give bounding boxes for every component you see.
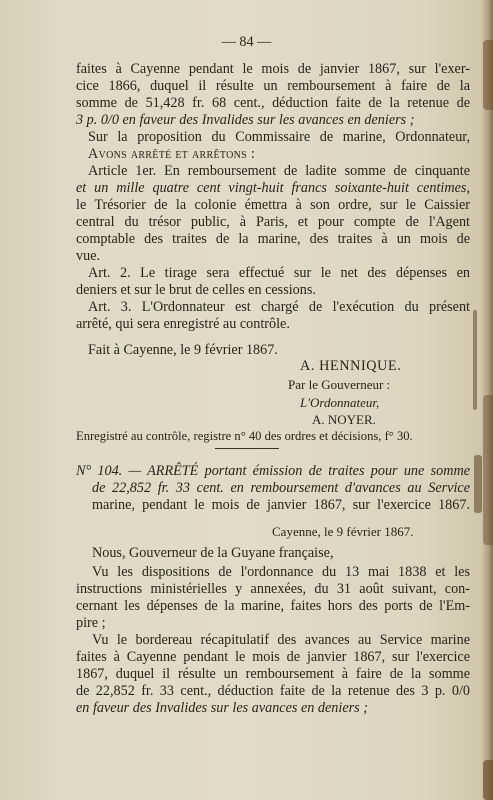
signature-noyer: A. NOYER. bbox=[312, 412, 376, 427]
text-line: instructions ministérielles y annexées, du 31 août suivant, con- bbox=[76, 581, 470, 597]
paper-damage bbox=[483, 760, 493, 800]
text-line: en faveur des Invalides sur les avances en deniers ; bbox=[76, 700, 368, 716]
page-number: — 84 — bbox=[221, 34, 272, 50]
paper-mark bbox=[473, 310, 477, 410]
text-line: faites à Cayenne pendant le mois de janvier 1867, sur l'exer- bbox=[76, 61, 470, 77]
text-line: cernant les dépenses de la marine, faites hors des ports de l'Em- bbox=[76, 598, 470, 614]
paper-mark bbox=[474, 455, 482, 513]
text-line: comptable des traites de la marine, des traites à un mois de bbox=[76, 231, 470, 247]
text-line: somme de 51,428 fr. 68 cent., déduction faite de la retenue de bbox=[76, 95, 470, 111]
text-line: 3 p. 0/0 en faveur des Invalides sur les avances en deniers ; bbox=[76, 112, 415, 128]
decree-title: marine, pendant le mois de janvier 1867, sur l'exercice 1867. bbox=[92, 497, 470, 513]
text-line: central du trésor public, à Paris, et pour compte de l'Agent bbox=[76, 214, 470, 230]
text-line: Article 1er. En remboursement de ladite somme de cinquante bbox=[88, 163, 470, 179]
text-line: de 22,852 fr. 33 cent., déduction faite de la retenue des 3 p. 0/0 bbox=[76, 683, 470, 699]
text-line: vue. bbox=[76, 248, 101, 264]
signature-hennique: A. HENNIQUE. bbox=[300, 358, 402, 374]
text-line: Vu le bordereau récapitulatif des avances au Service marine bbox=[92, 632, 470, 648]
text-line: 1867, duquel il résulte un remboursement à faire de la somme bbox=[76, 666, 470, 682]
text-line: Art. 2. Le tirage sera effectué sur le net des dépenses en bbox=[88, 265, 470, 281]
text-line: Avons arrêté et arrêtons : bbox=[88, 146, 256, 162]
date-line: Cayenne, le 9 février 1867. bbox=[272, 524, 414, 539]
paper-damage bbox=[483, 395, 493, 545]
text-line: le Trésorier de la colonie émettra à son ordre, sur le Caissier bbox=[76, 197, 470, 213]
date-line: Fait à Cayenne, le 9 février 1867. bbox=[88, 342, 278, 358]
par-le-gouverneur: Par le Gouverneur : bbox=[288, 377, 391, 392]
text-line: Art. 3. L'Ordonnateur est chargé de l'exécution du présent bbox=[88, 299, 470, 315]
text-line: pire ; bbox=[76, 615, 106, 631]
text-line: Vu les dispositions de l'ordonnance du 13 mai 1838 et les bbox=[92, 564, 470, 580]
ordonnateur-label: L'Ordonnateur, bbox=[300, 395, 380, 410]
text-line: cice 1866, duquel il résulte un remboursement à faire de la bbox=[76, 78, 470, 94]
text-line: et un mille quatre cent vingt-huit francs soixante-huit centimes, bbox=[76, 180, 470, 196]
text-line: deniers et sur le brut de celles en cessions. bbox=[76, 282, 316, 298]
registration-note: Enregistré au contrôle, registre n° 40 des ordres et décisions, f° 30. bbox=[76, 429, 413, 443]
text-line: Nous, Gouverneur de la Guyane française, bbox=[92, 545, 334, 561]
decree-title: N° 104. — ARRÊTÉ portant émission de traites pour une somme bbox=[76, 463, 470, 479]
section-divider bbox=[215, 448, 279, 449]
text-line: arrêté, qui sera enregistré au contrôle. bbox=[76, 316, 290, 332]
text-line: faites à Cayenne pendant le mois de janvier 1867, sur l'exercice bbox=[76, 649, 470, 665]
decree-title: de 22,852 fr. 33 cent. en remboursement d'avances au Service bbox=[92, 480, 470, 496]
text-line: Sur la proposition du Commissaire de marine, Ordonnateur, bbox=[88, 129, 470, 145]
